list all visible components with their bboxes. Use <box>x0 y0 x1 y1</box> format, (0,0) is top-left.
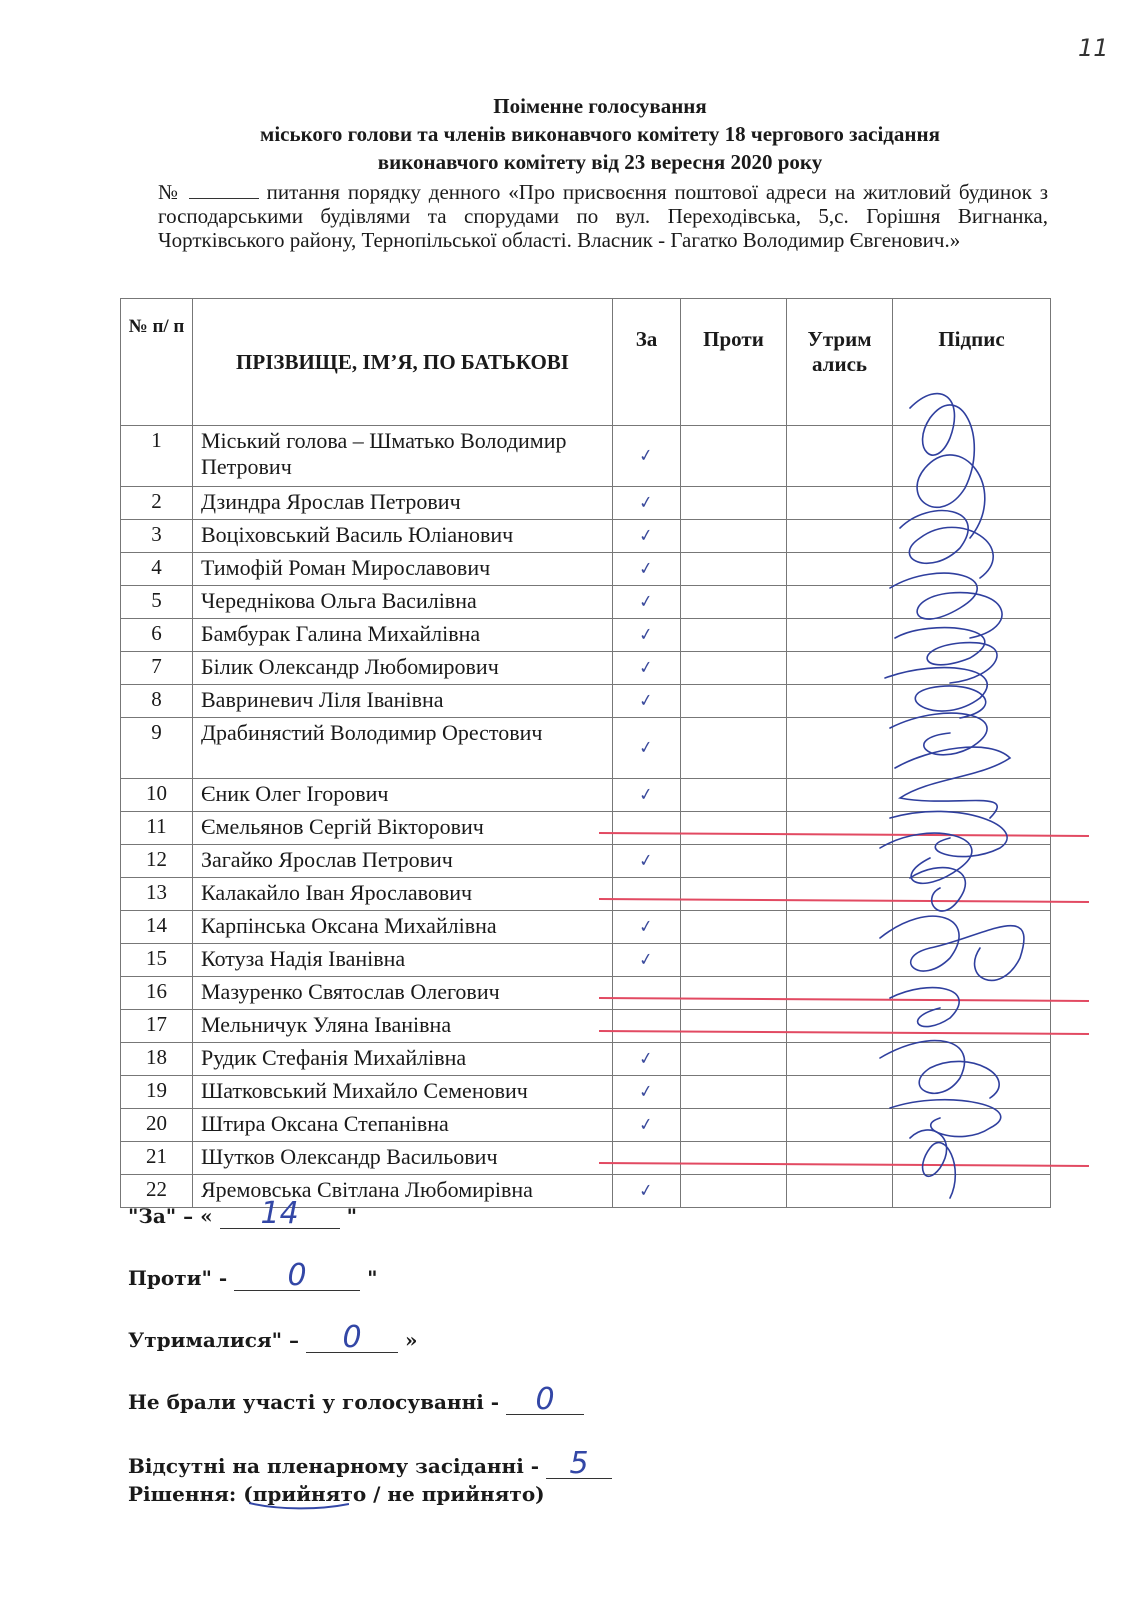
row-signature-cell <box>893 845 1051 878</box>
summary-for <box>128 1196 358 1231</box>
row-for-cell <box>613 553 681 586</box>
row-name: Дзиндра Ярослав Петрович <box>193 487 613 520</box>
row-against-cell <box>681 652 787 685</box>
agenda-number-blank <box>189 180 259 199</box>
row-name: Єник Олег Ігорович <box>193 779 613 812</box>
row-abstained-cell <box>787 652 893 685</box>
row-number: 6 <box>121 619 193 652</box>
row-number: 10 <box>121 779 193 812</box>
check-mark-icon: ✓ <box>638 1048 655 1070</box>
row-number: 14 <box>121 911 193 944</box>
vote-table-body <box>121 426 1051 1208</box>
row-against-cell <box>681 977 787 1010</box>
row-name: Міський голова – Шматько Володимир Петрович <box>193 426 613 487</box>
row-name: Шутков Олександр Васильович <box>193 1142 613 1175</box>
row-against-cell <box>681 586 787 619</box>
row-for-cell <box>613 1109 681 1142</box>
row-abstained-cell <box>787 1010 893 1043</box>
agenda-number-sign: № <box>158 180 181 204</box>
row-against-cell <box>681 1010 787 1043</box>
table-row <box>121 1109 1051 1142</box>
row-abstained-cell <box>787 586 893 619</box>
row-signature-cell <box>893 1043 1051 1076</box>
row-against-cell <box>681 1043 787 1076</box>
row-number: 7 <box>121 652 193 685</box>
row-against-cell <box>681 487 787 520</box>
row-signature-cell <box>893 944 1051 977</box>
row-signature-cell <box>893 1010 1051 1043</box>
row-name: Череднікова Ольга Василівна <box>193 586 613 619</box>
row-signature-cell <box>893 878 1051 911</box>
check-mark-icon: ✓ <box>638 690 655 712</box>
row-for-cell <box>613 685 681 718</box>
title-block <box>150 92 1050 176</box>
table-row <box>121 1076 1051 1109</box>
table-row <box>121 685 1051 718</box>
summary-abstained-end: » <box>404 1328 418 1352</box>
check-mark-icon: ✓ <box>638 1081 655 1103</box>
row-for-cell <box>613 1142 681 1175</box>
row-name: Штира Оксана Степанівна <box>193 1109 613 1142</box>
table-row <box>121 1010 1051 1043</box>
row-for-cell <box>613 1010 681 1043</box>
check-mark-icon: ✓ <box>638 492 655 514</box>
row-number: 9 <box>121 718 193 779</box>
row-name: Яремовська Світлана Любомирівна <box>193 1175 613 1208</box>
row-abstained-cell <box>787 1076 893 1109</box>
row-name: Вавриневич Ліля Іванівна <box>193 685 613 718</box>
table-row <box>121 652 1051 685</box>
row-against-cell <box>681 1142 787 1175</box>
row-name: Мельничук Уляна Іванівна <box>193 1010 613 1043</box>
row-for-cell <box>613 520 681 553</box>
row-signature-cell <box>893 586 1051 619</box>
table-row <box>121 845 1051 878</box>
summary-abstained-label: Утрималися" – <box>128 1328 300 1352</box>
table-row <box>121 586 1051 619</box>
row-signature-cell <box>893 619 1051 652</box>
row-abstained-cell <box>787 779 893 812</box>
row-against-cell <box>681 426 787 487</box>
header-signature: Підпис <box>893 299 1051 426</box>
row-against-cell <box>681 779 787 812</box>
row-name: Рудик Стефанія Михайлівна <box>193 1043 613 1076</box>
table-row <box>121 812 1051 845</box>
row-abstained-cell <box>787 911 893 944</box>
row-number: 12 <box>121 845 193 878</box>
vote-table <box>120 298 1051 1208</box>
row-number: 1 <box>121 426 193 487</box>
check-mark-icon: ✓ <box>638 1114 655 1136</box>
table-row <box>121 520 1051 553</box>
row-signature-cell <box>893 718 1051 779</box>
row-against-cell <box>681 1076 787 1109</box>
row-name: Білик Олександр Любомирович <box>193 652 613 685</box>
row-for-cell <box>613 779 681 812</box>
header-name: ПРІЗВИЩЕ, ІМ’Я, ПО БАТЬКОВІ <box>193 299 613 426</box>
title-line-2: міського голови та членів виконавчого комітету 18 чергового засідання <box>260 122 940 146</box>
summary-absent-value: 5 <box>546 1450 612 1479</box>
summary-for-end: " <box>346 1204 358 1228</box>
row-number: 17 <box>121 1010 193 1043</box>
row-signature-cell <box>893 779 1051 812</box>
row-name: Ємельянов Сергій Вікторович <box>193 812 613 845</box>
row-for-cell <box>613 845 681 878</box>
row-name: Котуза Надія Іванівна <box>193 944 613 977</box>
adopted-underline <box>249 1500 349 1512</box>
row-against-cell <box>681 845 787 878</box>
row-name: Драбинястий Володимир Орестович <box>193 718 613 779</box>
check-mark-icon: ✓ <box>638 784 655 806</box>
check-mark-icon: ✓ <box>638 737 655 759</box>
row-name: Шатковський Михайло Семенович <box>193 1076 613 1109</box>
row-abstained-cell <box>787 426 893 487</box>
agenda-item <box>158 180 1048 252</box>
row-number: 8 <box>121 685 193 718</box>
row-abstained-cell <box>787 812 893 845</box>
table-row <box>121 911 1051 944</box>
row-name: Калакайло Іван Ярославович <box>193 878 613 911</box>
header-abstained: Утрим ались <box>787 299 893 426</box>
row-name: Мазуренко Святослав Олегович <box>193 977 613 1010</box>
row-against-cell <box>681 685 787 718</box>
check-mark-icon: ✓ <box>638 916 655 938</box>
summary-against-value: 0 <box>234 1262 360 1291</box>
row-for-cell <box>613 977 681 1010</box>
summary-against-label: Проти" - <box>128 1266 228 1290</box>
title-line-3: виконавчого комітету від 23 вересня 2020 року <box>377 150 823 174</box>
table-row <box>121 779 1051 812</box>
row-for-cell <box>613 1175 681 1208</box>
row-signature-cell <box>893 426 1051 487</box>
decision-adopted <box>253 1482 366 1506</box>
agenda-text: питання порядку денного «Про присвоєння поштової адреси на житловий будинок з господарськими будівлями та спорудами по вул. Переходівська, 5,с. Горішня Вигнанка, Чортківського району, Тернопільської області. Власник - Гагатко Володимир Євгенович.» <box>158 180 1049 252</box>
row-number: 15 <box>121 944 193 977</box>
row-against-cell <box>681 520 787 553</box>
table-row <box>121 553 1051 586</box>
table-row <box>121 1043 1051 1076</box>
row-for-cell <box>613 911 681 944</box>
decision <box>128 1482 545 1506</box>
row-number: 2 <box>121 487 193 520</box>
row-number: 5 <box>121 586 193 619</box>
row-against-cell <box>681 944 787 977</box>
check-mark-icon: ✓ <box>638 558 655 580</box>
row-for-cell <box>613 1076 681 1109</box>
row-against-cell <box>681 878 787 911</box>
row-abstained-cell <box>787 1043 893 1076</box>
summary-not-voted-value: 0 <box>506 1386 584 1415</box>
check-mark-icon: ✓ <box>638 591 655 613</box>
table-row <box>121 944 1051 977</box>
row-abstained-cell <box>787 845 893 878</box>
row-abstained-cell <box>787 487 893 520</box>
row-name: Тимофій Роман Мирославович <box>193 553 613 586</box>
summary-abstained-value: 0 <box>306 1324 398 1353</box>
decision-label: Рішення: <box>128 1482 237 1506</box>
row-for-cell <box>613 944 681 977</box>
row-abstained-cell <box>787 977 893 1010</box>
row-number: 21 <box>121 1142 193 1175</box>
row-abstained-cell <box>787 685 893 718</box>
summary-for-value: 14 <box>220 1200 340 1229</box>
row-abstained-cell <box>787 619 893 652</box>
summary-abstained <box>128 1320 418 1355</box>
row-number: 22 <box>121 1175 193 1208</box>
row-against-cell <box>681 812 787 845</box>
row-signature-cell <box>893 1142 1051 1175</box>
row-number: 18 <box>121 1043 193 1076</box>
decision-rest: / не прийнято <box>366 1482 536 1506</box>
summary-against-end: " <box>367 1266 378 1290</box>
row-name: Воціховський Василь Юліанович <box>193 520 613 553</box>
table-row <box>121 718 1051 779</box>
table-row <box>121 878 1051 911</box>
row-against-cell <box>681 911 787 944</box>
row-against-cell <box>681 1109 787 1142</box>
decision-close: ) <box>535 1482 545 1506</box>
row-signature-cell <box>893 1175 1051 1208</box>
row-for-cell <box>613 426 681 487</box>
row-number: 4 <box>121 553 193 586</box>
row-for-cell <box>613 652 681 685</box>
summary-not-voted <box>128 1382 584 1417</box>
row-number: 3 <box>121 520 193 553</box>
decision-adopted-text: прийнято <box>252 1482 367 1506</box>
row-for-cell <box>613 619 681 652</box>
row-abstained-cell <box>787 1142 893 1175</box>
row-signature-cell <box>893 1076 1051 1109</box>
summary-absent-label: Відсутні на пленарному засіданні - <box>128 1454 540 1478</box>
row-abstained-cell <box>787 1175 893 1208</box>
row-abstained-cell <box>787 1109 893 1142</box>
summary-against <box>128 1258 378 1293</box>
header-for: За <box>613 299 681 426</box>
row-for-cell <box>613 718 681 779</box>
row-number: 16 <box>121 977 193 1010</box>
summary-absent <box>128 1446 612 1481</box>
row-name: Карпінська Оксана Михайлівна <box>193 911 613 944</box>
check-mark-icon: ✓ <box>638 624 655 646</box>
row-for-cell <box>613 586 681 619</box>
title-line-1: Поіменне голосування <box>493 94 707 118</box>
row-signature-cell <box>893 487 1051 520</box>
row-number: 20 <box>121 1109 193 1142</box>
check-mark-icon: ✓ <box>638 657 655 679</box>
row-signature-cell <box>893 685 1051 718</box>
check-mark-icon: ✓ <box>638 850 655 872</box>
table-row <box>121 426 1051 487</box>
table-row <box>121 619 1051 652</box>
row-number: 11 <box>121 812 193 845</box>
row-abstained-cell <box>787 520 893 553</box>
row-abstained-cell <box>787 718 893 779</box>
row-signature-cell <box>893 1109 1051 1142</box>
row-signature-cell <box>893 652 1051 685</box>
row-number: 13 <box>121 878 193 911</box>
page-number: 11 <box>1078 34 1109 62</box>
row-name: Загайко Ярослав Петрович <box>193 845 613 878</box>
row-signature-cell <box>893 977 1051 1010</box>
row-signature-cell <box>893 812 1051 845</box>
row-abstained-cell <box>787 878 893 911</box>
row-for-cell <box>613 487 681 520</box>
row-name: Бамбурак Галина Михайлівна <box>193 619 613 652</box>
header-against: Проти <box>681 299 787 426</box>
decision-open: ( <box>243 1482 253 1506</box>
header-num: № п/ п <box>121 299 193 426</box>
check-mark-icon: ✓ <box>638 1180 655 1202</box>
check-mark-icon: ✓ <box>638 525 655 547</box>
summary-for-label: "За" – « <box>128 1204 213 1228</box>
row-against-cell <box>681 718 787 779</box>
row-against-cell <box>681 619 787 652</box>
table-row <box>121 1142 1051 1175</box>
row-for-cell <box>613 1043 681 1076</box>
row-signature-cell <box>893 911 1051 944</box>
row-signature-cell <box>893 553 1051 586</box>
row-for-cell <box>613 878 681 911</box>
row-signature-cell <box>893 520 1051 553</box>
row-abstained-cell <box>787 944 893 977</box>
check-mark-icon: ✓ <box>638 445 655 467</box>
row-abstained-cell <box>787 553 893 586</box>
table-row <box>121 487 1051 520</box>
row-against-cell <box>681 1175 787 1208</box>
check-mark-icon: ✓ <box>638 949 655 971</box>
row-for-cell <box>613 812 681 845</box>
row-against-cell <box>681 553 787 586</box>
table-row <box>121 977 1051 1010</box>
row-number: 19 <box>121 1076 193 1109</box>
summary-not-voted-label: Не брали участі у голосуванні - <box>128 1390 500 1414</box>
